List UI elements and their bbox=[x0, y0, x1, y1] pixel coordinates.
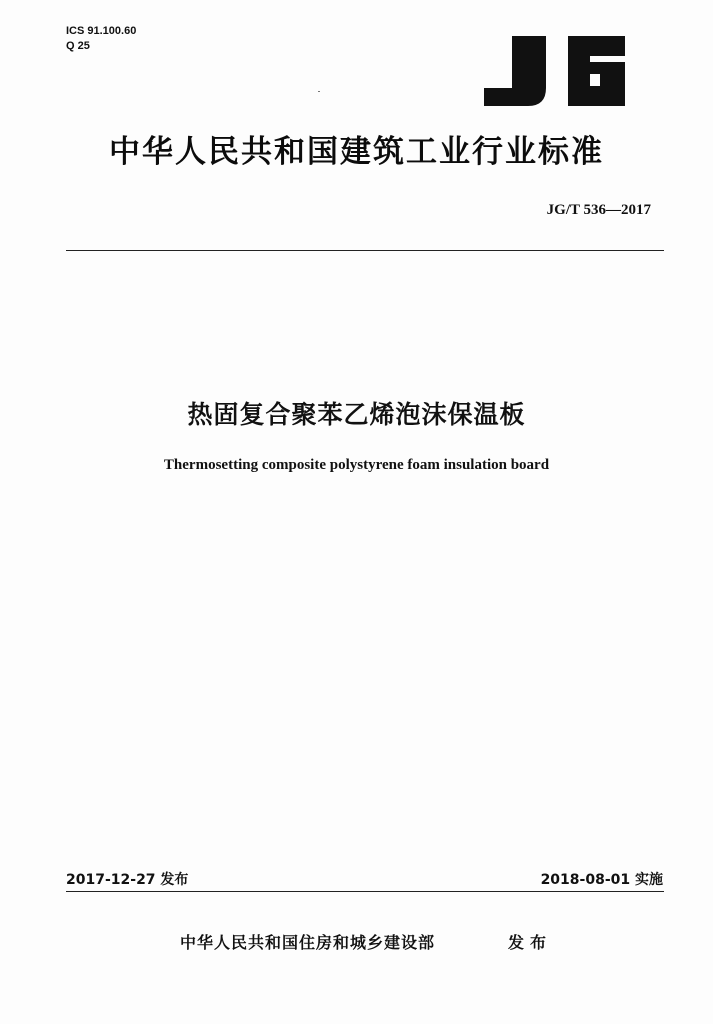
classification-codes bbox=[66, 24, 136, 54]
top-divider bbox=[66, 250, 664, 251]
title-chinese: 热固复合聚苯乙烯泡沫保温板 bbox=[187, 400, 526, 429]
ccs-code: Q 25 bbox=[66, 40, 90, 52]
bottom-divider bbox=[66, 891, 664, 892]
issue-label: 发布 bbox=[508, 933, 553, 952]
jg-logo bbox=[484, 36, 628, 106]
issuing-authority: 中华人民共和国住房和城乡建设部 bbox=[180, 933, 436, 952]
issue-date: 2017-12-27 发布 bbox=[66, 872, 189, 888]
standard-category: 中华人民共和国建筑工业行业标准 bbox=[109, 134, 604, 170]
title-english: Thermosetting composite polystyrene foam insulation board bbox=[163, 457, 550, 473]
standard-number: JG/T 536—2017 bbox=[546, 202, 651, 218]
ics-code: ICS 91.100.60 bbox=[66, 25, 137, 37]
scan-speck bbox=[318, 91, 320, 92]
implementation-date: 2018-08-01 实施 bbox=[540, 872, 663, 888]
